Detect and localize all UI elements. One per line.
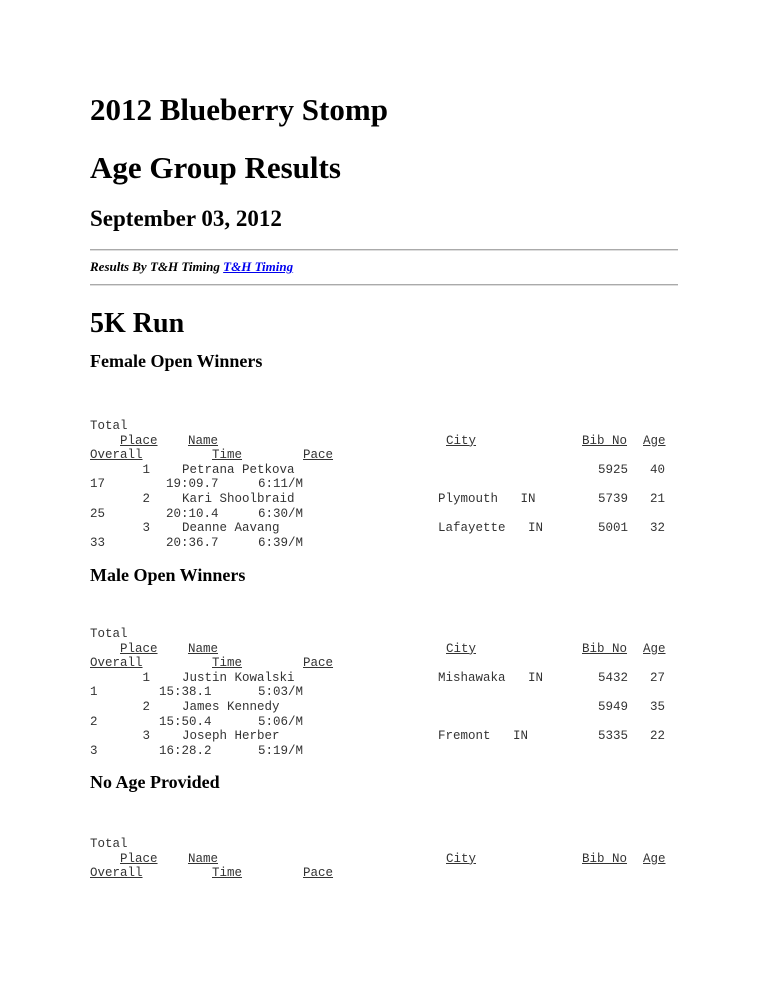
header-pace: Pace [303, 866, 334, 881]
row-overall: 2 [90, 714, 98, 729]
header-name: Name [188, 641, 219, 656]
group-title: No Age Provided [90, 772, 220, 792]
row-city: Plymouth IN [438, 492, 536, 506]
row-city: Mishawaka IN [438, 670, 544, 685]
row-place: 1 [142, 670, 150, 685]
results-credit [90, 259, 293, 275]
row-bib: 5925 [597, 462, 628, 477]
row-overall: 17 [90, 477, 106, 492]
row-name: Justin Kowalski [182, 670, 295, 685]
row-name: Deanne Aavang [182, 521, 280, 536]
header-city: City [446, 851, 477, 866]
header-overall: Overall [90, 448, 143, 463]
row-pace: 6:11/M [258, 477, 304, 492]
row-pace: 5:03/M [258, 685, 304, 700]
divider [90, 249, 678, 251]
row-age: 40 [649, 462, 665, 477]
header-overall: Overall [90, 656, 143, 671]
row-time: 20:36.7 [166, 535, 219, 550]
row-place: 3 [142, 521, 150, 536]
header-city: City [446, 641, 477, 656]
row-place: 2 [142, 492, 150, 506]
header-age: Age [643, 433, 666, 448]
row-pace: 6:30/M [258, 506, 304, 521]
header-total: Total [90, 627, 128, 641]
header-age: Age [643, 641, 666, 656]
row-time: 20:10.4 [166, 506, 219, 521]
row-bib: 5739 [597, 492, 628, 506]
row-bib: 5001 [597, 521, 628, 536]
header-place: Place [120, 851, 158, 866]
header-time: Time [212, 448, 243, 463]
header-place: Place [120, 641, 158, 656]
row-overall: 1 [90, 685, 98, 700]
row-time: 16:28.2 [159, 743, 212, 758]
credit-text: Results By T&H Timing [90, 259, 220, 274]
row-place: 3 [142, 729, 150, 744]
header-city: City [446, 433, 477, 448]
divider [90, 284, 678, 286]
header-total: Total [90, 419, 128, 433]
row-time: 19:09.7 [166, 477, 219, 492]
row-city: Lafayette IN [438, 521, 544, 536]
row-name: James Kennedy [182, 700, 280, 714]
row-overall: 3 [90, 743, 98, 758]
row-age: 21 [649, 492, 665, 506]
timing-link[interactable]: T&H Timing [223, 259, 294, 274]
page-title: 2012 Blueberry Stomp [90, 92, 388, 127]
row-overall: 25 [90, 506, 106, 521]
header-place: Place [120, 433, 158, 448]
row-age: 27 [649, 670, 665, 685]
row-pace: 5:19/M [258, 743, 304, 758]
header-time: Time [212, 866, 243, 881]
row-bib: 5949 [597, 700, 628, 714]
header-bib: Bib No [582, 641, 628, 656]
row-city: Fremont IN [438, 729, 529, 744]
row-bib: 5432 [597, 670, 628, 685]
header-bib: Bib No [582, 433, 628, 448]
header-pace: Pace [303, 656, 334, 671]
row-bib: 5335 [597, 729, 628, 744]
row-name: Joseph Herber [182, 729, 280, 744]
group-title: Female Open Winners [90, 351, 263, 371]
row-overall: 33 [90, 535, 106, 550]
header-name: Name [188, 851, 219, 866]
row-pace: 6:39/M [258, 535, 304, 550]
row-age: 32 [649, 521, 665, 536]
row-time: 15:50.4 [159, 714, 212, 729]
group-title: Male Open Winners [90, 565, 246, 585]
event-date: September 03, 2012 [90, 206, 282, 231]
header-time: Time [212, 656, 243, 671]
header-pace: Pace [303, 448, 334, 463]
row-name: Petrana Petkova [182, 462, 295, 477]
row-age: 22 [649, 729, 665, 744]
row-pace: 5:06/M [258, 714, 304, 729]
race-title: 5K Run [90, 308, 185, 339]
header-name: Name [188, 433, 219, 448]
row-name: Kari Shoolbraid [182, 492, 295, 506]
row-place: 1 [142, 462, 150, 477]
header-overall: Overall [90, 866, 143, 881]
page-subtitle: Age Group Results [90, 150, 341, 185]
row-time: 15:38.1 [159, 685, 212, 700]
header-bib: Bib No [582, 851, 628, 866]
row-age: 35 [649, 700, 665, 714]
row-place: 2 [142, 700, 150, 714]
header-age: Age [643, 851, 666, 866]
header-total: Total [90, 837, 128, 851]
